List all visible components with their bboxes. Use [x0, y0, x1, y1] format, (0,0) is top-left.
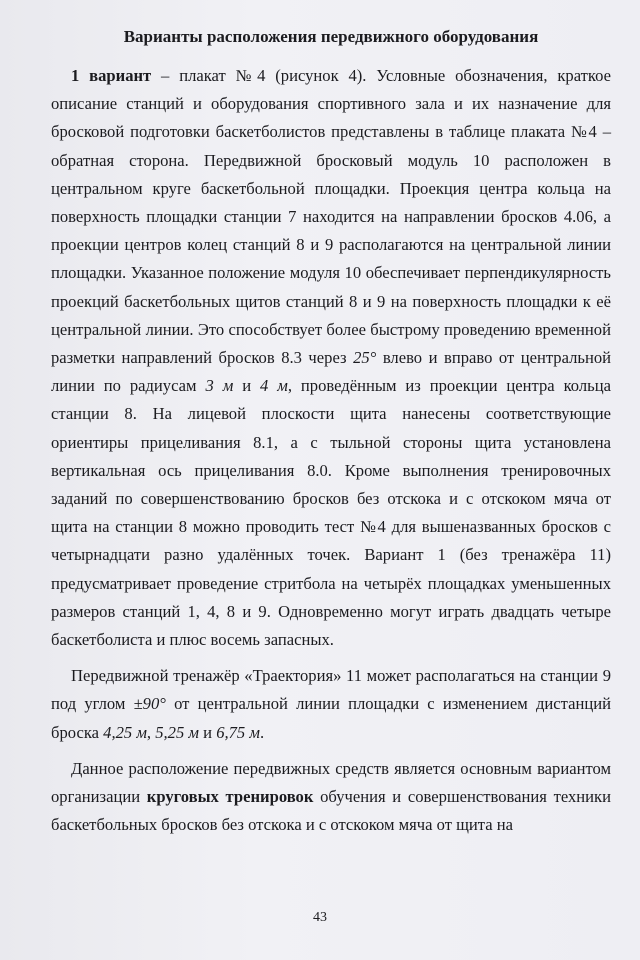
- distance-value: 6,75 м: [216, 722, 260, 742]
- paragraph-text: ,: [146, 722, 156, 742]
- paragraph-text: .: [259, 722, 265, 742]
- paragraph-text: Данное расположение передвижных средств является основным вариантом организации: [51, 758, 611, 807]
- bold-term: круговых тренировок: [146, 787, 314, 807]
- paragraph-text: влево и вправо от центральной линии по радиусам: [51, 348, 612, 396]
- distance-value: 4,25 м: [103, 722, 147, 742]
- distance-value: 5,25 м: [155, 722, 199, 742]
- paragraph-text: обучения и совершенствования техники баскетбольных бросков без отскока и с отскоком мяча от щита на: [51, 787, 611, 835]
- page-content: [51, 18, 611, 839]
- radius-value: 3 м: [205, 376, 234, 396]
- paragraph-text: от центральной линии площадки с изменением дистанций броска: [51, 694, 612, 742]
- paragraph-trainer: [51, 662, 611, 747]
- paragraph-text: , проведённым из проекции центра кольца станции 8. На лицевой плоскости щита нанесены соответствующие ориентиры прицеливания 8.1, а с тыльной стороны щита установлена вертикальная ось прицеливания 8.0. Кроме выполнения тренировочных заданий по совершенствованию бросков без отскока и с отскоком мяча от щита на станции 8 можно проводить тест №4 для вышеназванных бросков с четырнадцати разно удалённых точек. Вариант 1 (без тренажёра 11) предусматривает проведение стритбола на четырёх площадках уменьшенных размеров станций 1, 4, 8 и 9. Одновременно могут играть двадцать четыре баскетболиста и плюс восемь запасных.: [51, 376, 611, 650]
- page-number: 43: [313, 910, 327, 925]
- angle-value: ±90°: [133, 694, 166, 714]
- angle-value: 25°: [353, 348, 377, 368]
- paragraph-text: и: [199, 722, 217, 742]
- paragraph-text: и: [233, 376, 261, 396]
- paragraph-circuit-training: [51, 755, 611, 840]
- section-title: Варианты расположения передвижного оборудования: [123, 27, 539, 46]
- paragraph-text: Передвижной тренажёр «Траектория» 11 может располагаться на станции 9 под углом: [51, 666, 611, 714]
- paragraph-text: – плакат №4 (рисунок 4). Условные обозначения, краткое описание станций и оборудования спортивного зала и их назначение для бросковой подготовки баскетболистов представлены в таблице плаката №4 – обратная сторона. Передвижной бросковый модуль 10 расположен в центральном круге баскетбольной площадки. Проекция центра кольца на поверхность площадки станции 7 находится на направлении бросков 4.06, а проекции центров колец станций 8 и 9 располагаются на центральной линии площадки. Указанное положение модуля 10 обеспечивает перпендикулярность проекций баскетбольных щитов станций 8 и 9 на поверхность площадки к её центральной линии. Это способствует более быстрому проведению временной разметки направлений бросков 8.3 через: [51, 66, 611, 368]
- radius-value: 4 м: [260, 376, 288, 396]
- variant-label: 1 вариант: [71, 66, 152, 85]
- paragraph-variant-1: [51, 62, 611, 654]
